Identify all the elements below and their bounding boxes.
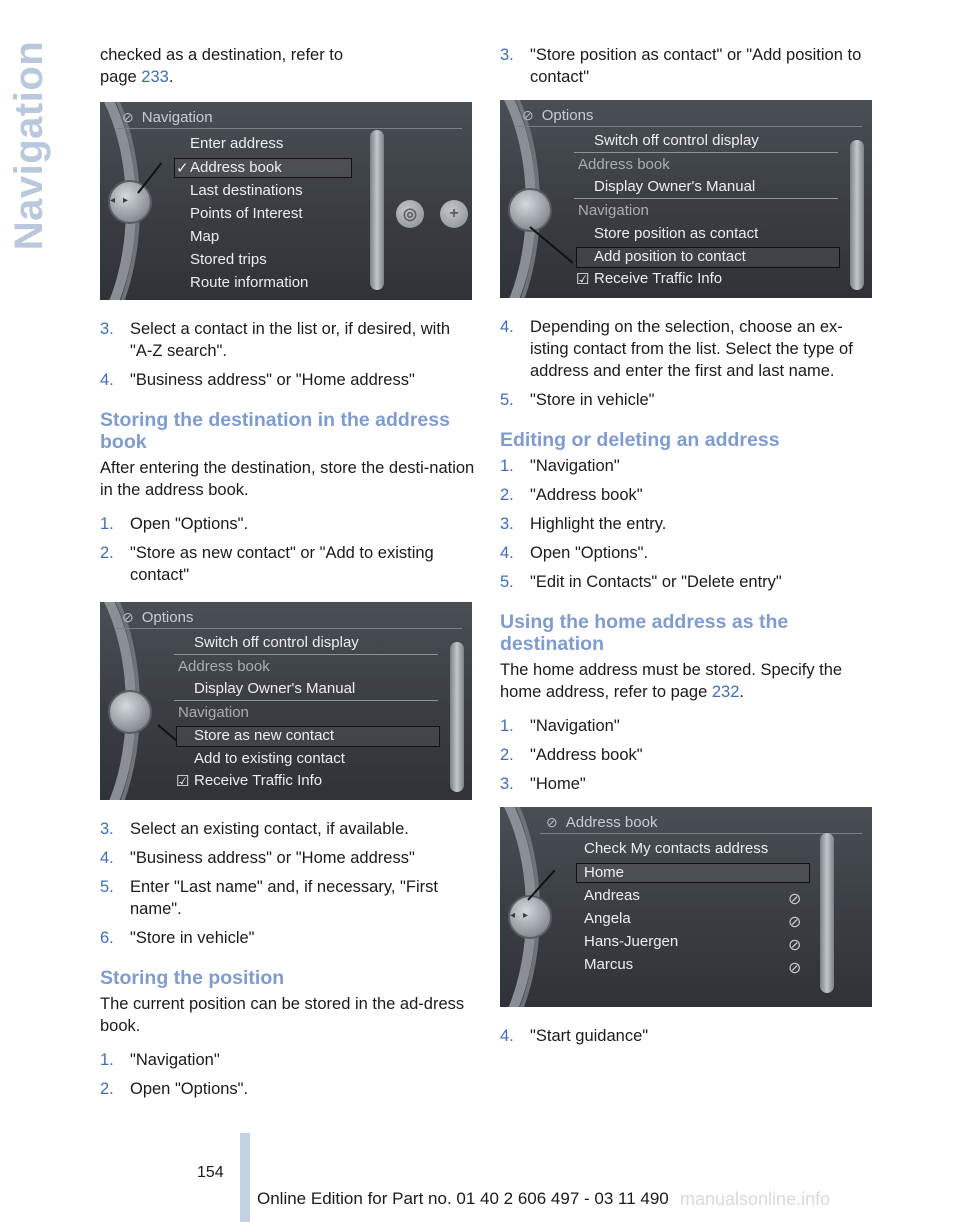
navigation-icon: ⊘	[788, 891, 802, 908]
menu-item[interactable]: Stored trips	[190, 251, 267, 268]
options-icon: ⊘	[522, 106, 534, 123]
list-item: 2. Open "Options".	[100, 1080, 249, 1098]
watermark: manualsonline.info	[680, 1189, 831, 1209]
navigation-icon: ⊘	[788, 937, 802, 954]
menu-item[interactable]: Marcus	[584, 956, 634, 973]
section-body: The home address must be stored. Specify the home address, refer to page 232.	[500, 661, 843, 701]
page-number: 154	[197, 1164, 224, 1181]
steps-list	[100, 318, 475, 391]
left-column	[100, 44, 475, 1107]
menu-item[interactable]: Add to existing contact	[194, 750, 345, 767]
side-title-text: Navigation	[7, 40, 52, 250]
menu-item[interactable]: Store position as contact	[594, 225, 759, 242]
list-item: 1. "Navigation"	[500, 457, 620, 475]
section-body: The current position can be stored in the ad‐dress book.	[100, 995, 465, 1035]
menu-item[interactable]: Check My contacts address	[584, 840, 769, 857]
options-icon: ◎	[396, 200, 424, 228]
screen-header: ⊘ Address book	[546, 813, 658, 831]
menu-item-address-book[interactable]: Address book	[190, 159, 282, 176]
screen-options-menu-position	[500, 100, 872, 298]
list-item: 5. Enter "Last name" and, if necessary, "First name".	[100, 878, 438, 918]
section-heading: Using the home address as the destination	[500, 611, 789, 655]
list-item: 4. Depending on the selection, choose an ex‐isting contact from the list. Select the type of address and enter the first and last name.	[500, 318, 853, 380]
screen-header: ⊘ Options	[522, 106, 594, 124]
scroll-bar	[370, 130, 384, 290]
steps-list	[500, 455, 875, 593]
steps-list	[500, 715, 875, 795]
list-item: 5. "Store in vehicle"	[500, 391, 655, 409]
screen-header: ⊘ Options	[122, 608, 194, 626]
steps-list	[100, 1049, 475, 1100]
menu-item[interactable]: Andreas	[584, 887, 640, 904]
list-item: 1. "Navigation"	[500, 717, 620, 735]
menu-group-label: Navigation	[578, 202, 649, 219]
steps-list	[100, 818, 475, 949]
menu-group-label: Address book	[178, 658, 270, 675]
right-column	[500, 44, 875, 1054]
section-heading: Editing or deleting an address	[500, 429, 780, 451]
scroll-bar	[820, 833, 834, 993]
list-item: 2. "Address book"	[500, 486, 643, 504]
screen-address-book: ◂▸ ⊘ Address book Check My contacts address Home Andreas Angela Hans-Juergen Marcus ⊘ ⊘ ⊘ ⊘	[500, 807, 872, 1007]
list-item: 1. "Navigation"	[100, 1051, 220, 1069]
list-item: 5. "Edit in Contacts" or "Delete entry"	[500, 573, 782, 591]
list-item: 1. Open "Options".	[100, 515, 249, 533]
intro-paragraph: checked as a destination, refer to page 233.	[100, 46, 344, 86]
section-heading: Storing the position	[100, 967, 285, 989]
menu-item[interactable]: Switch off control display	[194, 634, 359, 651]
side-section-title	[2, 40, 58, 250]
screen-header: ⊘ Navigation	[122, 108, 213, 126]
menu-item[interactable]: Angela	[584, 910, 631, 927]
menu-item[interactable]: Receive Traffic Info	[194, 772, 323, 789]
page-link-233[interactable]: 233	[141, 68, 169, 86]
list-item: 4. "Start guidance"	[500, 1027, 649, 1045]
menu-item[interactable]: Display Owner's Manual	[594, 178, 756, 195]
menu-group-label: Address book	[578, 156, 670, 173]
scroll-bar	[450, 642, 464, 792]
list-item: 3. "Store position as contact" or "Add position to contact"	[500, 46, 862, 86]
plus-icon: +	[440, 200, 468, 228]
section-heading: Storing the destination in the address book	[100, 409, 450, 453]
navigation-icon: ⊘	[122, 108, 134, 125]
list-item: 3. Highlight the entry.	[500, 515, 667, 533]
address-book-icon: ⊘	[546, 813, 558, 830]
footer-bar	[240, 1133, 250, 1222]
menu-item[interactable]: Enter address	[190, 135, 284, 152]
scroll-bar	[850, 140, 864, 290]
list-item: 3. "Home"	[500, 775, 586, 793]
screen-navigation-menu: ◂▸ ⊘ Navigation Enter address ✓ Address book Last destinations Points of Interest Map Stored trips Route information ◎ +	[100, 102, 472, 300]
steps-list	[100, 513, 475, 586]
check-icon: ✓	[176, 160, 189, 177]
list-item: 4. Open "Options".	[500, 544, 649, 562]
navigation-icon: ⊘	[788, 960, 802, 977]
section-body: After entering the destination, store the desti‐nation in the address book.	[100, 459, 475, 499]
menu-item[interactable]: Switch off control display	[594, 132, 759, 149]
menu-item[interactable]: Map	[190, 228, 220, 245]
menu-item-store-new-contact[interactable]: Store as new contact	[194, 727, 335, 744]
options-icon: ⊘	[122, 608, 134, 625]
screen-options-menu	[100, 602, 472, 800]
list-item: 6. "Store in vehicle"	[100, 929, 255, 947]
list-item: 3. Select an existing contact, if available.	[100, 820, 409, 838]
traffic-info-icon: ☑	[576, 271, 590, 288]
menu-item[interactable]: Display Owner's Manual	[194, 680, 356, 697]
menu-item[interactable]: Route information	[190, 274, 309, 291]
steps-list	[500, 1025, 875, 1047]
list-item: 4. "Business address" or "Home address"	[100, 371, 415, 389]
menu-group-label: Navigation	[178, 704, 249, 721]
menu-item[interactable]: Points of Interest	[190, 205, 303, 222]
page-link-232[interactable]: 232	[711, 683, 740, 701]
menu-item-add-position[interactable]: Add position to contact	[594, 248, 746, 265]
steps-list	[500, 44, 875, 88]
menu-item[interactable]: Hans-Juergen	[584, 933, 679, 950]
menu-item[interactable]: Receive Traffic Info	[594, 270, 723, 287]
list-item: 4. "Business address" or "Home address"	[100, 849, 415, 867]
traffic-info-icon: ☑	[176, 773, 190, 790]
list-item: 2. "Store as new contact" or "Add to existing contact"	[100, 544, 434, 584]
steps-list	[500, 316, 875, 411]
menu-item-home[interactable]: Home	[584, 864, 625, 881]
list-item: 2. "Address book"	[500, 746, 643, 764]
list-item: 3. Select a contact in the list or, if desired, with "A-Z search".	[100, 320, 451, 360]
edition-text: Online Edition for Part no. 01 40 2 606 497 - 03 11 490	[257, 1189, 669, 1208]
navigation-icon: ⊘	[788, 914, 802, 931]
menu-item[interactable]: Last destinations	[190, 182, 303, 199]
